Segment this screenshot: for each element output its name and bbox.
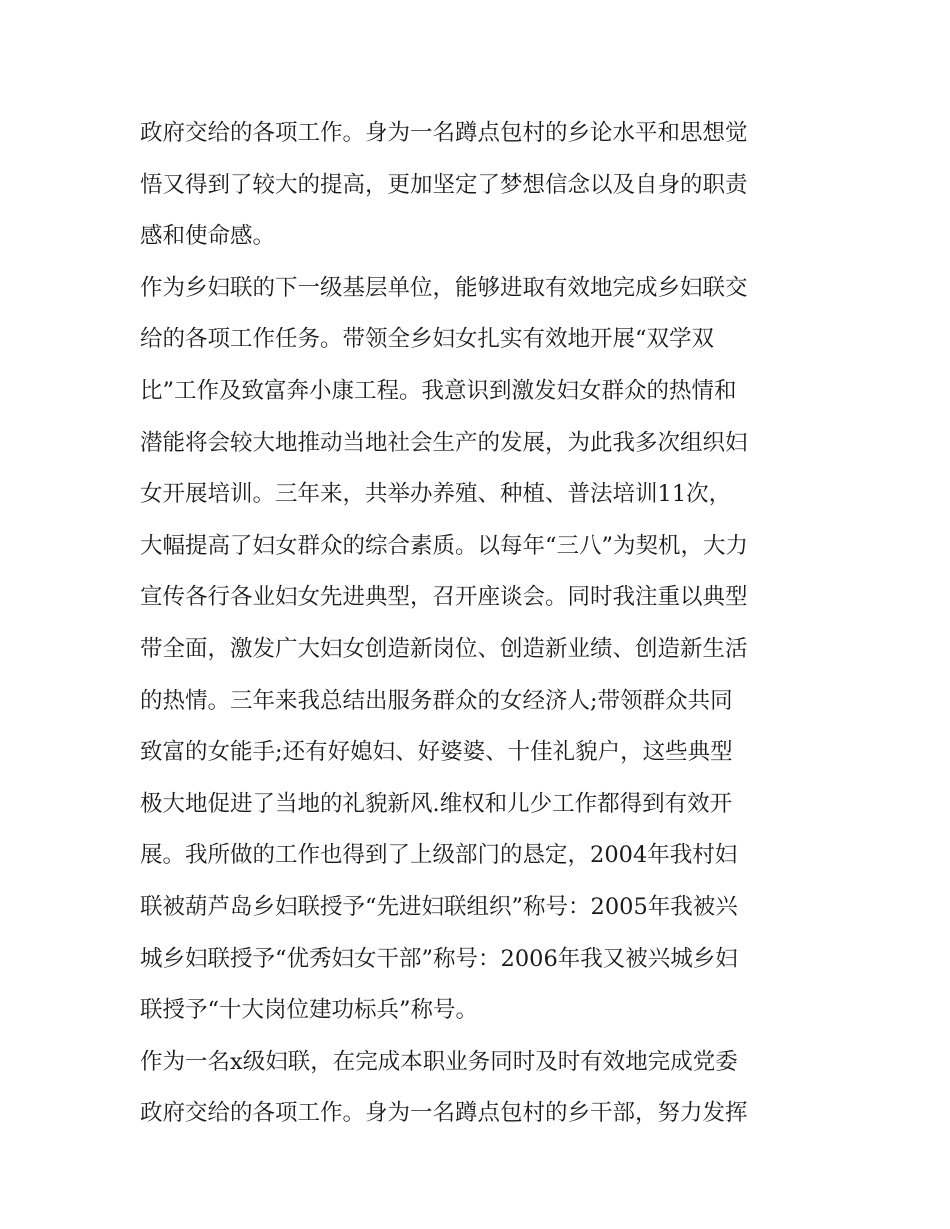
text-line: 展。我所做的工作也得到了上级部门的恳定，2004年我村妇 xyxy=(140,842,738,869)
text-line: 极大地促进了当地的礼貌新风.维权和儿少工作都得到有效开 xyxy=(140,790,733,817)
text-line: 政府交给的各项工作。身为一名蹲点包村的乡论水平和思想觉 xyxy=(140,120,748,146)
text-line: 大幅提高了妇女群众的综合素质。以每年“三八”为契机，大力 xyxy=(140,532,749,559)
body-text xyxy=(140,108,820,1140)
text-line: 政府交给的各项工作。身为一名蹲点包村的乡干部，努力发挥 xyxy=(140,1100,748,1127)
text-line: 给的各项工作任务。带领全乡妇女扎实有效地开展“双学双 xyxy=(140,326,715,353)
text-line: 城乡妇联授予“优秀妇女干部”称号：2006年我又被兴城乡妇 xyxy=(140,945,738,972)
text-line: 的热情。三年来我总结出服务群众的女经济人;带领群众共同 xyxy=(140,687,733,714)
text-line: 作为乡妇联的下一级基层单位，能够进取有效地完成乡妇联交 xyxy=(140,274,748,301)
text-line: 联被葫芦岛乡妇联授予“先进妇联组织”称号：2005年我被兴 xyxy=(140,893,738,920)
text-line: 宣传各行各业妇女先进典型，召开座谈会。同时我注重以典型 xyxy=(140,584,748,611)
text-line: 女开展培训。三年来，共举办养殖、种植、普法培训11次， xyxy=(140,481,732,508)
text-line: 带全面，激发广大妇女创造新岗位、创造新业绩、创造新生活 xyxy=(140,635,748,662)
text-line: 潜能将会较大地推动当地社会生产的发展，为此我多次组织妇 xyxy=(140,429,748,456)
text-line: 联授予“十大岗位建功标兵”称号。 xyxy=(140,997,479,1024)
text-line: 比”工作及致富奔小康工程。我意识到激发妇女群众的热情和 xyxy=(140,377,737,404)
text-line: 致富的女能手;还有好媳妇、好婆婆、十佳礼貌户，这些典型 xyxy=(140,739,733,766)
text-line: 作为一名x级妇联，在完成本职业务同时及时有效地完成党委 xyxy=(140,1048,738,1075)
text-line: 感和使命感。 xyxy=(140,223,276,250)
text-line: 悟又得到了较大的提高，更加坚定了梦想信念以及自身的职责 xyxy=(140,171,748,198)
